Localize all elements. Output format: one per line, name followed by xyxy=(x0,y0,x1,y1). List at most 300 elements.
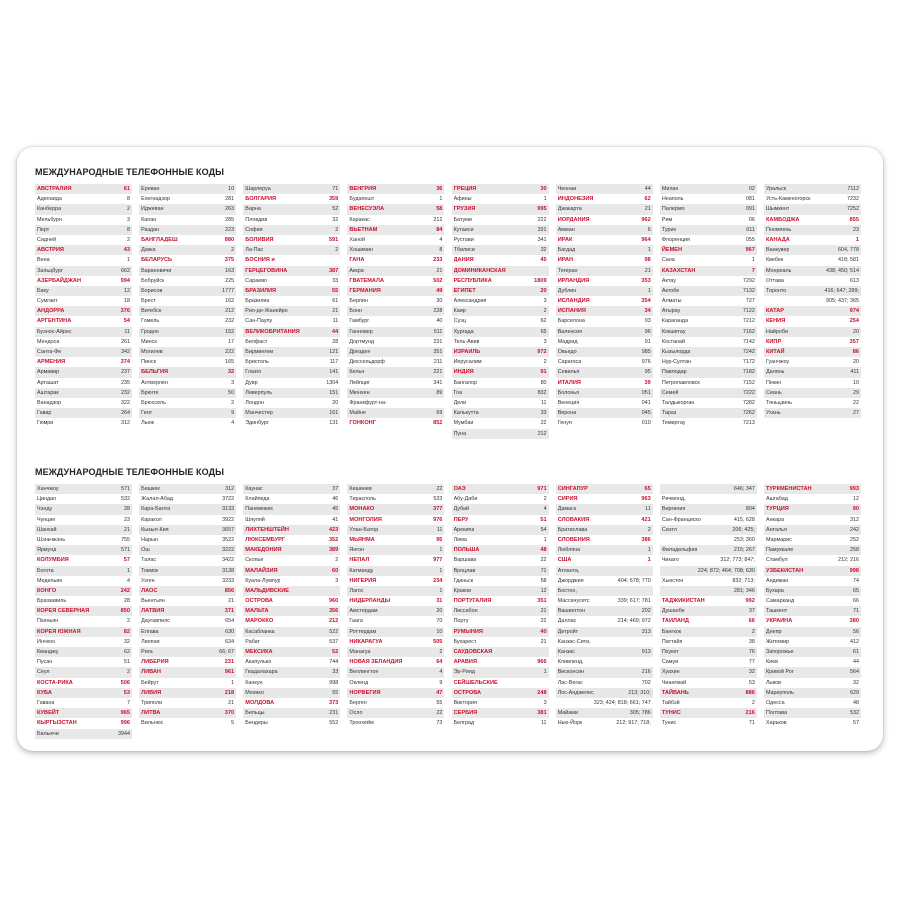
country-row xyxy=(243,698,340,708)
city-name: Рабат xyxy=(245,638,261,645)
city-name: Тунис xyxy=(661,720,677,727)
country-name: БЕЛЬГИЯ xyxy=(141,369,169,376)
city-row xyxy=(764,535,861,545)
country-name: МАЛЬТА xyxy=(245,608,269,615)
city-name: Эдинбург xyxy=(245,420,269,427)
city-row xyxy=(347,678,444,688)
city-name: Ереван xyxy=(141,186,160,192)
city-name: Пхеньян xyxy=(37,618,59,625)
dial-code: 70 xyxy=(436,618,443,625)
city-name: Окленд xyxy=(349,679,369,686)
city-name: Триполи xyxy=(141,699,163,706)
city-row xyxy=(139,204,236,214)
city-row xyxy=(452,306,549,316)
city-row xyxy=(660,576,757,586)
dial-code: 8 xyxy=(127,226,130,233)
city-name: Берген xyxy=(349,699,367,706)
country-row xyxy=(243,535,340,545)
city-row xyxy=(243,398,340,408)
city-row xyxy=(35,398,132,408)
city-row xyxy=(347,347,444,357)
city-name: Улан-Батор xyxy=(349,526,379,533)
country-name: МАКЕДОНИЯ xyxy=(245,547,282,554)
city-row xyxy=(660,408,757,418)
city-name: Иджеван xyxy=(141,206,164,213)
country-name: КИТАЙ xyxy=(765,349,785,355)
dial-code: 21 xyxy=(644,267,651,274)
city-name: Катманду xyxy=(349,567,374,574)
city-name: Вильнюс xyxy=(141,720,164,727)
country-row xyxy=(452,276,549,286)
country-row xyxy=(139,667,236,677)
codes-column xyxy=(139,484,236,739)
city-row xyxy=(243,408,340,418)
city-name: Багдад xyxy=(557,247,576,254)
city-row xyxy=(243,184,340,194)
dial-code: 242 xyxy=(849,526,859,533)
city-name: Петропавловск xyxy=(661,379,700,386)
dial-code: 47 xyxy=(436,689,443,696)
dial-code: 225 xyxy=(225,277,235,284)
city-name: Кванджу xyxy=(37,649,59,655)
city-row xyxy=(139,194,236,204)
dial-code: 331 xyxy=(537,226,547,233)
country-row xyxy=(35,586,132,596)
dial-code: 91 xyxy=(644,338,651,345)
city-row xyxy=(764,657,861,667)
country-name: АРГЕНТИНА xyxy=(37,318,72,325)
country-row xyxy=(660,688,757,698)
city-name: Шэньчжэнь xyxy=(37,536,66,543)
country-name: ИНДОНЕЗИЯ xyxy=(557,196,594,203)
dial-code: 2 xyxy=(231,399,235,406)
codes-column xyxy=(347,184,444,439)
city-row xyxy=(139,306,236,316)
dial-code: 630 xyxy=(225,628,235,635)
city-row xyxy=(35,667,132,677)
city-row xyxy=(452,429,549,439)
city-name: Батуми xyxy=(453,216,472,223)
city-row xyxy=(35,729,132,739)
city-name: Монреаль xyxy=(765,267,792,274)
city-name: Вьентьян xyxy=(141,598,165,605)
city-row xyxy=(660,225,757,235)
city-name: Далянь xyxy=(765,369,785,376)
city-name: Канберра xyxy=(37,206,62,213)
country-name: ВЕНГРИЯ xyxy=(349,186,377,192)
city-name: Стамбул xyxy=(765,557,788,564)
dial-code: 32 xyxy=(540,247,547,254)
dial-code: 21 xyxy=(644,206,651,213)
dial-code: 995 xyxy=(537,206,547,213)
dial-code: 66; 67 xyxy=(219,649,235,655)
country-name: ИРАН xyxy=(557,257,574,264)
dial-code: 3722 xyxy=(222,496,235,503)
dial-code: 62 xyxy=(124,649,130,655)
dial-code: 231 xyxy=(433,338,443,345)
dial-code: 855 xyxy=(849,216,859,223)
dial-code: 7122 xyxy=(742,308,755,315)
city-name: Шарлеруа xyxy=(245,186,271,192)
city-name: Квебек xyxy=(765,257,784,264)
city-row xyxy=(35,286,132,296)
city-row xyxy=(660,484,757,494)
city-row xyxy=(35,194,132,204)
dial-code: 64 xyxy=(436,659,443,666)
city-row xyxy=(243,276,340,286)
city-row xyxy=(243,388,340,398)
city-name: Каракас xyxy=(349,216,370,223)
dial-code: 161 xyxy=(329,410,339,417)
city-row xyxy=(452,316,549,326)
city-name: Тараз xyxy=(661,410,677,417)
city-row xyxy=(35,235,132,245)
city-name: Флоренция xyxy=(661,236,690,243)
city-name: Одесса xyxy=(765,699,785,706)
dial-code: 913 xyxy=(641,649,651,655)
dial-code: 850 xyxy=(120,608,130,615)
dial-code: 412 xyxy=(849,638,859,645)
country-row xyxy=(452,596,549,606)
country-row xyxy=(347,596,444,606)
city-name: Ташкент xyxy=(765,608,788,615)
city-row xyxy=(660,347,757,357)
city-name: Лима xyxy=(453,536,467,543)
dial-code: 832; 713; xyxy=(732,577,755,584)
dial-code: 727 xyxy=(745,298,755,305)
dial-code: 58 xyxy=(436,206,443,213)
city-name: Медельин xyxy=(37,577,63,584)
city-row xyxy=(347,484,444,494)
city-row xyxy=(347,586,444,596)
dial-code: 976 xyxy=(641,359,651,366)
city-name: Бобруйск xyxy=(141,277,165,284)
dial-code: 233 xyxy=(433,257,443,264)
city-name: Ухань xyxy=(765,410,781,417)
dial-code: 21 xyxy=(540,608,547,615)
city-name: Гвадалахара xyxy=(245,669,278,676)
city-name: Тегеран xyxy=(557,267,578,274)
city-name: Талдыкорган xyxy=(661,399,695,406)
city-name: Тбилиси xyxy=(453,247,475,254)
city-row xyxy=(243,657,340,667)
city-name: Каир xyxy=(453,308,466,315)
city-name: Скопье xyxy=(245,557,264,564)
country-row xyxy=(35,678,132,688)
country-row xyxy=(764,347,861,357)
city-name: Хьюстон xyxy=(661,577,684,584)
dial-code: 537 xyxy=(329,638,339,645)
dial-code: 992 xyxy=(745,598,755,605)
city-name: Душанбе xyxy=(661,608,685,615)
city-name: Амман xyxy=(557,226,575,233)
dial-code: 9 xyxy=(439,679,443,686)
city-row xyxy=(35,388,132,398)
dial-code: 352 xyxy=(328,536,339,543)
dial-code: 264 xyxy=(121,410,130,417)
country-row xyxy=(556,535,653,545)
city-row xyxy=(243,316,340,326)
dial-code: 415, 628 xyxy=(733,516,755,523)
dial-code: 323; 424; 818; 661; 747 xyxy=(593,699,651,706)
dial-code: 7232 xyxy=(846,196,859,203)
country-name: США xyxy=(557,557,572,564)
city-name: Ош xyxy=(141,547,150,554)
country-row xyxy=(347,637,444,647)
city-name: Валенсия xyxy=(557,328,583,335)
city-row xyxy=(35,566,132,576)
city-row xyxy=(139,184,236,194)
city-name: Ашгабад xyxy=(765,496,788,503)
city-name: Бирмингем xyxy=(245,349,274,355)
city-row xyxy=(556,606,653,616)
city-row xyxy=(660,418,757,428)
city-name: Роттердам xyxy=(349,628,377,635)
country-row xyxy=(764,316,861,326)
dial-code: 232 xyxy=(225,318,235,325)
country-name: ИТАЛИЯ xyxy=(557,379,581,386)
dial-code: 11 xyxy=(332,318,339,325)
city-row xyxy=(243,418,340,428)
city-name: Будапешт xyxy=(349,196,375,203)
dial-code: 248 xyxy=(537,689,547,696)
dial-code: 3 xyxy=(543,699,547,706)
dial-code: 211 xyxy=(433,359,443,366)
dial-code: 411 xyxy=(850,369,859,376)
country-row xyxy=(347,418,444,428)
city-row xyxy=(139,504,236,514)
city-row xyxy=(556,225,653,235)
city-row xyxy=(452,616,549,626)
dial-code: 28 xyxy=(124,506,130,513)
country-name: КУБА xyxy=(37,689,52,696)
city-row xyxy=(347,337,444,347)
dial-code: 357 xyxy=(849,338,859,345)
city-name: Венеция xyxy=(557,399,580,406)
city-row xyxy=(556,698,653,708)
city-name: Барановичи xyxy=(141,267,172,274)
country-row xyxy=(347,576,444,586)
dial-code: 312 xyxy=(121,420,130,427)
city-name: Памуккале xyxy=(765,547,794,554)
city-name: Бангкок xyxy=(661,628,682,635)
country-row xyxy=(139,708,236,718)
country-name: НОРВЕГИЯ xyxy=(349,689,381,696)
city-name: Глазго xyxy=(245,369,262,376)
city-name: Мендоса xyxy=(37,338,60,345)
dial-code: 342 xyxy=(121,349,130,355)
city-row xyxy=(556,545,653,555)
city-row xyxy=(452,296,549,306)
city-name: Братислава xyxy=(557,526,588,533)
city-name: Кутаиси xyxy=(453,226,474,233)
city-row xyxy=(660,606,757,616)
city-row xyxy=(347,718,444,728)
dial-code: 2 xyxy=(543,359,547,366)
country-name: КОРЕЯ СЕВЕРНАЯ xyxy=(37,608,90,615)
dial-code: 1 xyxy=(231,679,235,686)
codes-column xyxy=(764,484,861,739)
dial-code: 996 xyxy=(120,720,130,727)
dial-code: 7292 xyxy=(742,277,755,284)
city-row xyxy=(452,606,549,616)
city-name: Севилья xyxy=(557,369,580,376)
dial-code: 281 xyxy=(225,196,235,203)
dial-code: 2 xyxy=(751,628,755,635)
dial-code: 2 xyxy=(335,226,339,233)
dial-code: 416; 647; 289; xyxy=(824,287,859,294)
dial-code: 71 xyxy=(540,567,547,574)
city-name: Нью-Йорк xyxy=(557,720,583,727)
dial-code: 370 xyxy=(224,710,235,717)
dial-code: 10 xyxy=(852,379,859,386)
city-row xyxy=(556,708,653,718)
dial-code: 66 xyxy=(748,618,755,625)
city-name: Мариуполь xyxy=(765,689,794,696)
country-row xyxy=(660,245,757,255)
country-row xyxy=(764,306,861,316)
country-row xyxy=(243,525,340,535)
city-name: Бейрут xyxy=(141,679,159,686)
city-row xyxy=(243,718,340,728)
country-name: БОЛГАРИЯ xyxy=(245,196,277,203)
city-name: Болонья xyxy=(557,389,580,396)
city-row xyxy=(139,408,236,418)
city-name: Чикаго xyxy=(661,557,679,564)
city-name: Нарын xyxy=(141,536,158,543)
dial-code: 1 xyxy=(127,257,130,264)
dial-code: 54 xyxy=(123,318,130,325)
dial-code: 404; 678; 770 xyxy=(617,577,651,584)
dial-code: 222 xyxy=(225,349,235,355)
dial-code: 533 xyxy=(433,496,443,503)
city-name: Льеж xyxy=(141,420,155,427)
country-row xyxy=(452,347,549,357)
city-name: Брюгге xyxy=(141,389,159,396)
country-name: КОРЕЯ ЮЖНАЯ xyxy=(37,628,81,635)
dial-code: 228 xyxy=(433,308,443,315)
country-name: ГВАТЕМАЛА xyxy=(349,277,384,284)
dial-code: 359 xyxy=(328,196,339,203)
city-name: Краков xyxy=(453,587,471,594)
city-name: Дакка xyxy=(141,247,156,254)
country-row xyxy=(660,616,757,626)
dial-code: 212 xyxy=(433,216,443,223)
dial-code: 61 xyxy=(123,186,130,192)
country-name: ВЕНЕСУЭЛА xyxy=(349,206,385,213)
city-row xyxy=(556,398,653,408)
city-row xyxy=(347,378,444,388)
dial-code: 506 xyxy=(120,679,130,686)
dial-code: 21 xyxy=(540,638,547,645)
dial-code: 2 xyxy=(335,247,339,254)
dial-code: 091 xyxy=(745,206,755,213)
country-name: ВЬЕТНАМ xyxy=(349,226,378,233)
city-name: Амстердам xyxy=(349,608,378,615)
city-name: Ричмонд, xyxy=(661,496,686,503)
city-name: Дрезден xyxy=(349,349,371,355)
country-name: КОЛУМБИЯ xyxy=(37,557,69,564)
city-row xyxy=(764,494,861,504)
city-name: Бристоль xyxy=(245,359,269,366)
city-row xyxy=(660,194,757,204)
city-row xyxy=(452,327,549,337)
country-name: КАНАДА xyxy=(765,236,790,243)
dial-code: 28 xyxy=(124,598,130,605)
city-row xyxy=(556,718,653,728)
dial-code: 5 xyxy=(231,720,235,727)
dial-code: 95 xyxy=(644,369,651,376)
city-row xyxy=(139,678,236,688)
country-name: ТУНИС xyxy=(661,710,681,717)
country-row xyxy=(347,504,444,514)
city-row xyxy=(139,627,236,637)
country-name: БАНГЛАДЕШ xyxy=(141,236,178,243)
city-name: Бишкек xyxy=(141,486,160,492)
dial-code: 3 xyxy=(335,577,339,584)
country-name: СЛОВЕНИЯ xyxy=(557,536,590,543)
city-name: Тель-Авив xyxy=(453,338,480,345)
city-row xyxy=(347,194,444,204)
section-title-top: МЕЖДУНАРОДНЫЕ ТЕЛЕФОННЫЕ КОДЫ xyxy=(35,167,225,177)
country-row xyxy=(243,286,340,296)
section-title-bottom: МЕЖДУНАРОДНЫЕ ТЕЛЕФОННЫЕ КОДЫ xyxy=(35,467,225,477)
dial-code: 312 xyxy=(225,486,235,492)
dial-code: 55 xyxy=(332,689,339,696)
dial-code: 62 xyxy=(644,196,651,203)
city-row xyxy=(660,327,757,337)
city-row xyxy=(452,225,549,235)
dial-code: 1 xyxy=(647,247,651,254)
dial-code: 7213 xyxy=(742,420,755,427)
dial-code: 522 xyxy=(329,628,339,635)
dial-code: 8 xyxy=(439,247,443,254)
codes-column xyxy=(35,484,132,739)
dial-code: 45 xyxy=(540,257,547,264)
dial-code: 222 xyxy=(537,216,547,223)
city-row xyxy=(452,235,549,245)
city-name: Лагос xyxy=(349,587,364,594)
dial-code: 3 xyxy=(543,338,547,345)
dial-code: 28 xyxy=(332,338,339,345)
city-row xyxy=(243,515,340,525)
city-row xyxy=(556,667,653,677)
city-name: Днепр xyxy=(765,628,782,635)
codes-table-bottom xyxy=(35,484,861,739)
dial-code: 6 xyxy=(647,226,651,233)
city-row xyxy=(660,276,757,286)
city-name: Детройт xyxy=(557,628,579,635)
city-row xyxy=(660,215,757,225)
country-name: БОЛИВИЯ xyxy=(245,236,274,243)
country-row xyxy=(660,266,757,276)
city-row xyxy=(452,698,549,708)
dial-code: 3922 xyxy=(222,516,235,523)
city-row xyxy=(243,688,340,698)
city-row xyxy=(139,266,236,276)
city-name: Жалал-Абад xyxy=(141,496,173,503)
country-row xyxy=(243,596,340,606)
city-row xyxy=(452,337,549,347)
country-name: ГРУЗИЯ xyxy=(453,206,476,213)
city-row xyxy=(556,418,653,428)
city-row xyxy=(35,327,132,337)
dial-code: 4 xyxy=(543,506,547,513)
city-row xyxy=(764,184,861,194)
country-row xyxy=(139,367,236,377)
city-row xyxy=(556,408,653,418)
dial-code: 10 xyxy=(228,186,235,192)
